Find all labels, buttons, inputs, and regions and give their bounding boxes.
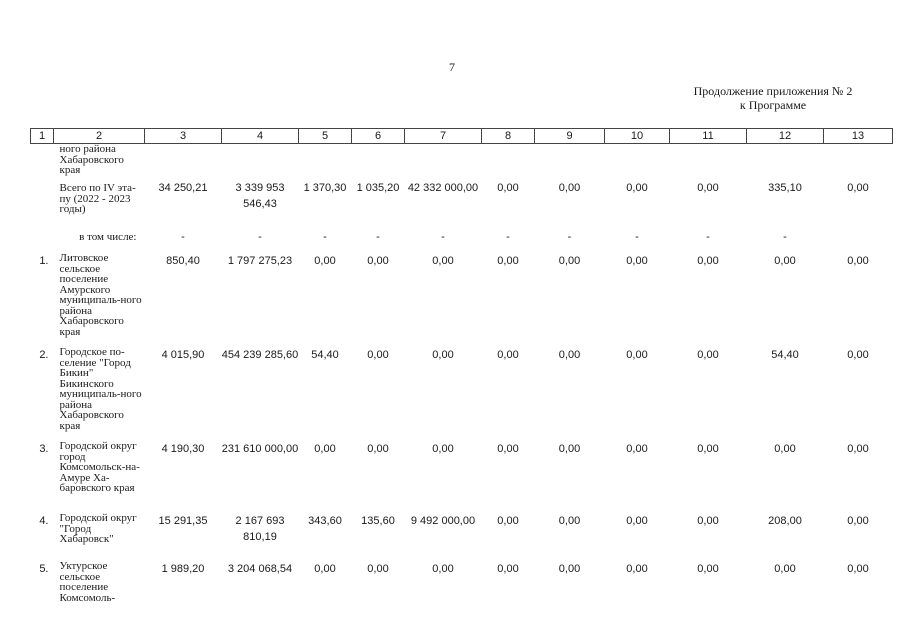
cell-value: 0,00 [847, 349, 869, 361]
cell-value: 0,00 [558, 515, 581, 527]
cell-dash: - [635, 231, 639, 243]
cell-value: 343,60 [308, 515, 342, 527]
cell-dash: - [181, 231, 185, 243]
municipality-name: Уктурское сельское поселение Комсомоль- [59, 560, 116, 604]
cell-value: 42 332 000,00 [407, 182, 479, 194]
cell-value: 3 204 068,54 [227, 563, 293, 575]
cell-value: 0,00 [432, 443, 454, 455]
table-row [31, 559, 893, 621]
cell-value: 0,00 [367, 349, 389, 361]
appendix-caption [673, 84, 873, 112]
column-number-header [31, 129, 893, 144]
cell-value: 335,10 [768, 182, 802, 194]
cell-value: 850,40 [166, 255, 200, 267]
cell-value: 0,00 [626, 255, 648, 267]
column-header: 5 [299, 129, 352, 144]
cell-value: 0,00 [847, 182, 869, 194]
cell-value: 0,00 [497, 349, 519, 361]
cell-value: 0,00 [626, 182, 648, 194]
column-header: 7 [405, 129, 482, 144]
cell-value: 0,00 [697, 182, 719, 194]
cell-value: 0,00 [626, 443, 648, 455]
cell-value: 0,00 [432, 349, 454, 361]
cell-value: 0,00 [497, 443, 519, 455]
row-number: 5. [39, 563, 49, 575]
cell-value: 0,00 [697, 349, 719, 361]
table-row [31, 251, 893, 345]
cell-value: 0,00 [432, 255, 454, 267]
continued-name: ного района Хабаровского края [59, 143, 124, 176]
column-header: 2 [54, 129, 145, 144]
municipality-name: Городское по-селение "Город Бикин" Бикинского муниципаль-ного района Хабаровского края [59, 346, 142, 432]
cell-value: 0,00 [558, 255, 581, 267]
cell-value: 0,00 [367, 255, 389, 267]
including-label: в том числе: [79, 231, 137, 243]
cell-dash: - [706, 231, 710, 243]
table-row [31, 439, 893, 511]
cell-dash: - [258, 231, 262, 243]
total-row [31, 180, 893, 229]
table-row [31, 345, 893, 439]
cell-value: 0,00 [626, 515, 648, 527]
cell-dash: - [323, 231, 327, 243]
cell-value: 0,00 [774, 255, 796, 267]
column-header: 11 [670, 129, 747, 144]
cell-value: 0,00 [497, 255, 519, 267]
row-number: 3. [39, 443, 49, 455]
including-row [31, 229, 893, 251]
cell-value: 208,00 [768, 515, 802, 527]
cell-value: 0,00 [697, 255, 719, 267]
column-header: 8 [482, 129, 535, 144]
cell-dash: - [567, 231, 572, 243]
cell-value: 2 167 693 810,19 [235, 515, 285, 543]
cell-value: 1 370,30 [303, 182, 347, 194]
cell-value: 0,00 [626, 349, 648, 361]
cell-value: 0,00 [847, 255, 869, 267]
cell-value: 0,00 [558, 349, 581, 361]
municipality-name: Городской округ "Город Хабаровск" [59, 512, 137, 545]
cell-value: 231 610 000,00 [221, 443, 299, 455]
column-header: 3 [145, 129, 222, 144]
cell-value: 0,00 [367, 563, 389, 575]
cell-dash: - [506, 231, 510, 243]
cell-value: 0,00 [558, 563, 581, 575]
cell-value: 0,00 [697, 443, 719, 455]
cell-value: 0,00 [314, 255, 336, 267]
cell-value: 0,00 [774, 563, 796, 575]
cell-value: 15 291,35 [158, 515, 208, 527]
column-header: 4 [222, 129, 299, 144]
cell-dash: - [783, 231, 787, 243]
cell-value: 1 797 275,23 [227, 255, 293, 267]
column-header: 9 [535, 129, 605, 144]
cell-dash: - [441, 231, 445, 243]
column-header: 12 [747, 129, 824, 144]
cell-dash: - [376, 231, 380, 243]
cell-value: 1 989,20 [161, 563, 205, 575]
cell-value: 0,00 [774, 443, 796, 455]
appendix-line-1: Продолжение приложения № 2 [693, 84, 853, 98]
municipality-name: Городской округ город Комсомольск-на-Амуре Ха-баровского края [59, 440, 140, 494]
cell-value: 0,00 [497, 182, 519, 194]
cell-value: 4 190,30 [161, 443, 205, 455]
cell-value: 0,00 [558, 182, 581, 194]
data-table [30, 128, 893, 621]
page-number: 7 [449, 60, 455, 74]
cell-value: 9 492 000,00 [410, 515, 476, 527]
cell-value: 54,40 [311, 349, 339, 361]
cell-value: 0,00 [314, 443, 336, 455]
cell-value: 3 339 953 546,43 [235, 182, 285, 210]
cell-value: 1 035,20 [356, 182, 400, 194]
cell-value: 0,00 [697, 563, 719, 575]
cell-value: 0,00 [847, 443, 869, 455]
municipality-name: Литовское сельское поселение Амурского муниципаль-ного района Хабаровского края [59, 252, 142, 338]
column-header: 10 [605, 129, 670, 144]
cell-value: 0,00 [697, 515, 719, 527]
cell-value: 0,00 [314, 563, 336, 575]
cell-value: 34 250,21 [158, 182, 208, 194]
row-number: 4. [39, 515, 49, 527]
appendix-line-2: к Программе [739, 98, 807, 112]
column-header: 6 [352, 129, 405, 144]
cell-value: 0,00 [847, 515, 869, 527]
row-number: 1. [39, 255, 49, 267]
cell-value: 0,00 [367, 443, 389, 455]
column-header: 13 [824, 129, 893, 144]
cell-value: 0,00 [497, 563, 519, 575]
cell-value: 454 239 285,60 [221, 349, 299, 361]
cell-value: 0,00 [558, 443, 581, 455]
cell-value: 0,00 [497, 515, 519, 527]
cell-value: 54,40 [771, 349, 799, 361]
row-number: 2. [39, 349, 49, 361]
cell-value: 135,60 [361, 515, 395, 527]
column-header: 1 [31, 129, 54, 144]
total-label: Всего по IV эта-пу (2022 - 2023 годы) [59, 182, 136, 215]
cell-value: 0,00 [847, 563, 869, 575]
table-row [31, 511, 893, 559]
continued-row [31, 144, 893, 181]
cell-value: 0,00 [432, 563, 454, 575]
cell-value: 4 015,90 [161, 349, 205, 361]
cell-value: 0,00 [626, 563, 648, 575]
